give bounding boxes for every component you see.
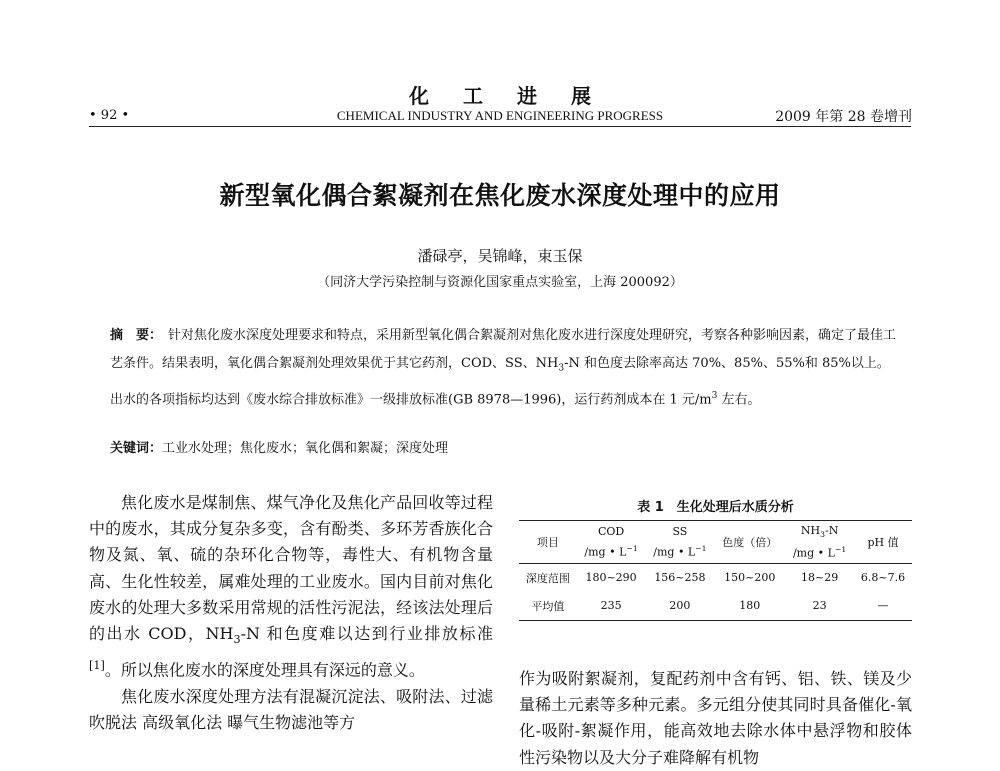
article-title: 新型氧化偶合絮凝剂在焦化废水深度处理中的应用 bbox=[219, 181, 781, 210]
journal-name-chinese: 化工进展 bbox=[409, 84, 625, 108]
table-title: 表 1 生化处理后水质分析 bbox=[637, 500, 794, 515]
body-paragraph-1 bbox=[89, 490, 493, 684]
cell-label: 深度范围 bbox=[525, 571, 570, 585]
cell-label: 平均值 bbox=[519, 592, 577, 621]
cell-ph: 6.8~7.6 bbox=[860, 571, 906, 585]
abstract bbox=[110, 322, 900, 413]
abstract-text-3: 左右。 bbox=[717, 391, 761, 407]
cell-cod: 235 bbox=[577, 592, 646, 621]
cell-color: 150~200 bbox=[724, 571, 776, 585]
abstract-sup-3: 3 bbox=[711, 390, 718, 401]
water-quality-table bbox=[519, 520, 912, 621]
body-paragraph-right: 作为吸附絮凝剂，复配药剂中含有钙、铝、铁、镁及少量稀土元素等多种元素。多元组分使其同时具备催化-氧化-吸附-絮凝作用，能高效地去除水体中悬浮物和胶体性污染物以及大分子难降解有机物 bbox=[519, 669, 912, 767]
article-authors: 潘碌亭，吴锦峰，束玉保 bbox=[417, 247, 583, 265]
th-item: 项目 bbox=[519, 521, 577, 564]
journal-name-english: CHEMICAL INDUSTRY AND ENGINEERING PROGRESS bbox=[336, 108, 664, 123]
keywords bbox=[110, 437, 900, 456]
body-paragraph-2: 焦化废水深度处理方法有混凝沉淀法、吸附法、过滤 吹脱法 高级氧化法 曝气生物滤池等方 bbox=[89, 686, 493, 733]
th-color: 色度（倍） bbox=[714, 521, 785, 564]
abstract-label: 摘 要： bbox=[110, 328, 163, 343]
cell-ss: 200 bbox=[646, 592, 715, 621]
th-ss: SS /mg • $L^{-1}$ bbox=[646, 521, 715, 564]
abstract-text-2: -N 和色度去除率高达 70%、85%、55%和 85%以上。出水的各项指标均达到《废水综合排放标准》一级排放标准(GB 8978—1996)，运行药剂成本在 1 元/m bbox=[110, 355, 890, 407]
cell-ss: 156~258 bbox=[654, 571, 706, 585]
p1-text-b: -N 和色度难以达到行业排放标准 bbox=[240, 624, 493, 644]
table-row bbox=[519, 563, 912, 592]
cell-ph: — bbox=[854, 592, 912, 621]
keywords-text: 工业水处理；焦化废水；氧化偶和絮凝；深度处理 bbox=[162, 441, 449, 456]
p1-sub: 3 bbox=[233, 633, 241, 647]
th-ph: pH 值 bbox=[854, 521, 912, 564]
th-cod: COD /mg • $L^{-1}$ bbox=[577, 521, 646, 564]
th-nh3n: $NH_3-N$ /mg • $L^{-1}$ bbox=[785, 521, 854, 564]
body-column-right bbox=[519, 666, 912, 771]
table-row bbox=[519, 592, 912, 621]
article-affiliation: （同济大学污染控制与资源化国家重点实验室，上海 200092） bbox=[317, 275, 683, 290]
issue-info: 2009 年第 28 卷增刊 bbox=[775, 109, 912, 125]
body-column-left bbox=[89, 490, 493, 736]
abstract-text-1: 针对焦化废水深度处理要求和特点，采用新型氧化偶合絮凝剂对焦化废水进行深度处理研究，考察各种影响因素，确定了最佳工艺条件。结果表明，氧化偶合絮凝剂处理效果优于其它药剂，COD、SS、NH bbox=[110, 328, 897, 371]
keywords-label: 关键词： bbox=[110, 441, 163, 456]
header-rule bbox=[89, 126, 911, 127]
page-number: • 92 • bbox=[89, 108, 130, 123]
abstract-sub-3: 3 bbox=[558, 363, 565, 374]
table-header-row bbox=[519, 521, 912, 564]
citation-ref[interactable]: [1] bbox=[89, 659, 105, 673]
p1-text-a: 焦化废水是煤制焦、煤气净化及焦化产品回收等过程中的废水，其成分复杂多变，含有酚类、多环芳香族化合物及氮、氧、硫的杂环化合物等，毒性大、有机物含量高、生化性较差，属难处理的工业废水。国内目前对焦化废水的处理大多数采用常规的活性污泥法，经该法处理后的出水 COD，NH bbox=[89, 493, 493, 644]
cell-nh3n: 23 bbox=[785, 592, 854, 621]
cell-nh3n: 18~29 bbox=[801, 571, 839, 585]
cell-cod: 180~290 bbox=[585, 571, 637, 585]
p1-text-c: 。所以焦化废水的深度处理具有深远的意义。 bbox=[104, 660, 425, 680]
cell-color: 180 bbox=[714, 592, 785, 621]
